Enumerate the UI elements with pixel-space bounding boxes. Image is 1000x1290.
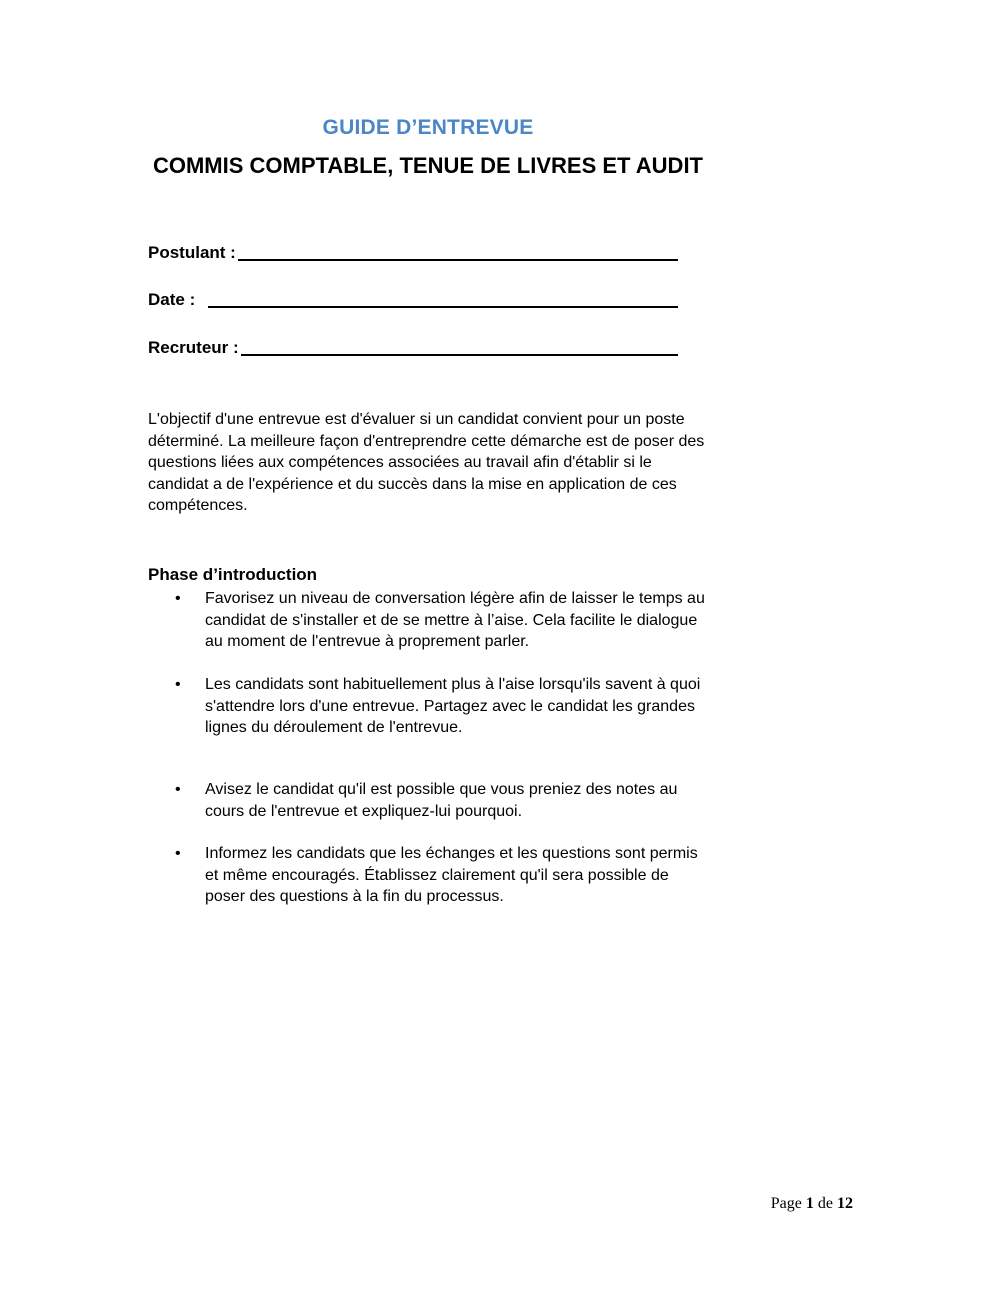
document-subtitle: COMMIS COMPTABLE, TENUE DE LIVRES ET AUDIT: [152, 153, 703, 178]
page-word: Page: [770, 1195, 806, 1212]
recruiter-field: [148, 334, 678, 358]
bullet-marker: •: [175, 590, 181, 607]
date-label: Date :: [148, 290, 200, 309]
section-heading: Phase d’introduction: [148, 565, 318, 584]
applicant-blank-line: [238, 259, 678, 261]
bullet-marker: •: [175, 676, 181, 693]
document-title: GUIDE D’ENTREVUE: [322, 116, 534, 139]
bullet-marker: •: [175, 781, 181, 798]
total-pages-number: 12: [837, 1195, 853, 1212]
list-item-text: Favorisez un niveau de conversation légère afin de laisser le temps au candidat de s'installer et de se mettre à l’aise. Cela facilite le dialogue au moment de l'entrevue à proprement parler.: [205, 590, 705, 651]
list-item-text: Les candidats sont habituellement plus à l'aise lorsqu'ils savent à quoi s'attendre lors d'une entrevue. Partagez avec le candidat les grandes lignes du déroulement de l'entrevue.: [205, 676, 701, 737]
current-page-number: 1: [805, 1195, 814, 1212]
date-field: [148, 286, 678, 310]
date-blank-line: [208, 306, 678, 308]
intro-paragraph: L'objectif d'une entrevue est d'évaluer si un candidat convient pour un poste déterminé. La meilleure façon d'entreprendre cette démarche est de poser des questions liées aux compétences associées au travail afin d'établir si le candidat a de l'expérience et du succès dans la mise en application de ces compétences.: [148, 411, 705, 515]
page-number-footer: [740, 1195, 853, 1213]
of-word: de: [813, 1195, 837, 1212]
list-item-text: Avisez le candidat qu'il est possible que vous preniez des notes au cours de l'entrevue et expliquez-lui pourquoi.: [205, 781, 678, 820]
applicant-field: [148, 239, 678, 263]
recruiter-label: Recruteur :: [148, 338, 239, 357]
bullet-marker: •: [175, 845, 181, 862]
recruiter-blank-line: [241, 354, 678, 356]
applicant-label: Postulant :: [148, 243, 236, 262]
list-item-text: Informez les candidats que les échanges et les questions sont permis et même encouragés. Établissez clairement qu'il sera possible de poser des questions à la fin du processus.: [205, 845, 698, 906]
